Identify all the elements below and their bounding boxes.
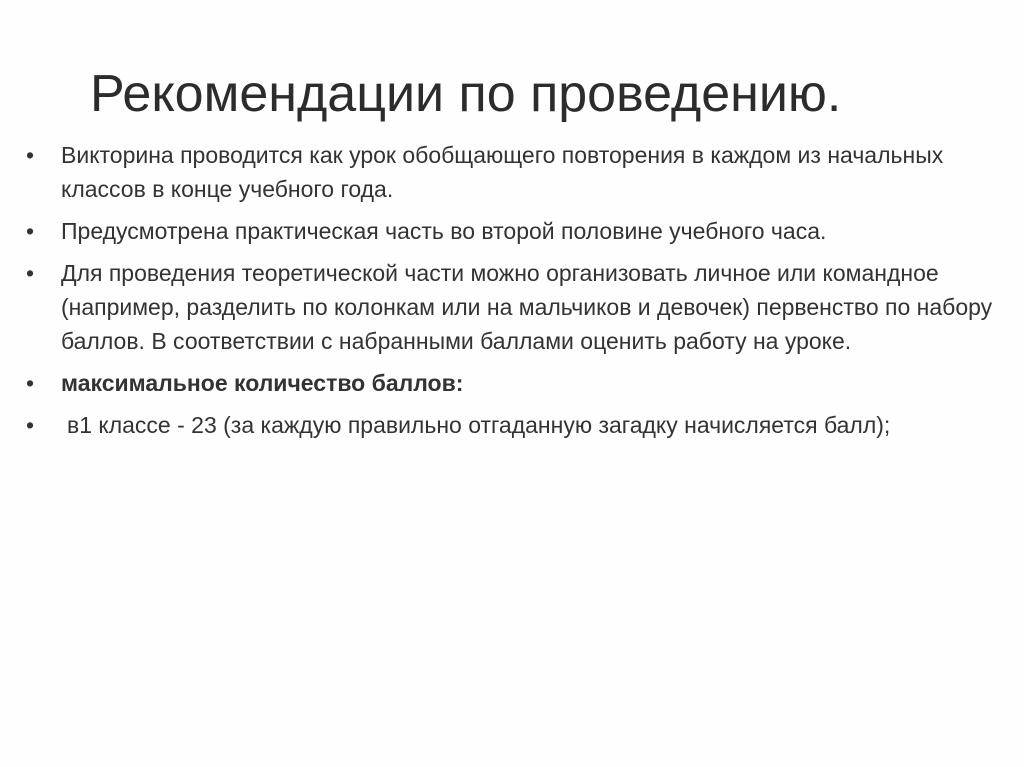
bullet-icon: • (26, 218, 35, 244)
bullet-icon: • (26, 370, 35, 396)
bullet-icon: • (26, 260, 35, 286)
bullet-item (26, 256, 1006, 358)
bullet-text: Предусмотрена практическая часть во второй половине учебного часа. (61, 218, 827, 244)
bullet-text: в1 классе - 23 (за каждую правильно отгаданную загадку начисляется балл); (67, 412, 891, 438)
bullet-item (26, 408, 1006, 442)
bullet-item (26, 138, 1006, 206)
bullet-text: Викторина проводится как урок обобщающего повторения в каждом из начальных классов в конце учебного года. (61, 142, 944, 202)
slide-title: Рекомендации по проведению. (90, 65, 842, 123)
bullet-icon: • (26, 412, 35, 438)
bullet-icon: • (26, 142, 35, 168)
bullet-text: Для проведения теоретической части можно организовать личное или командное (например, разделить по колонкам или на мальчиков и девочек) первенство по набору баллов. В соответствии с набранными баллами оценить работу на уроке. (61, 260, 993, 354)
bullet-item (26, 366, 1006, 400)
bullet-text: максимальное количество баллов: (61, 370, 464, 396)
bullet-list (26, 138, 1006, 450)
bullet-item (26, 214, 1006, 248)
